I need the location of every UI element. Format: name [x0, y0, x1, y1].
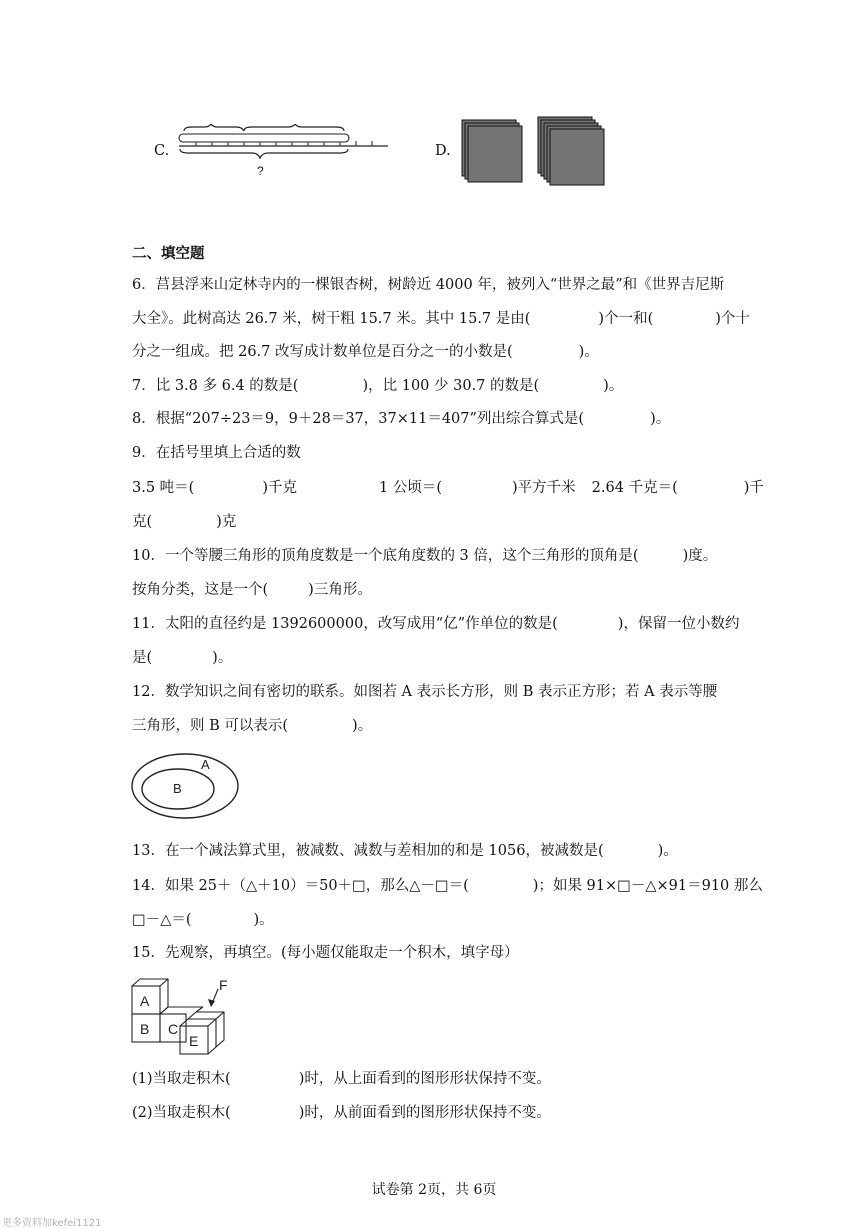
block-label-f: F	[219, 977, 228, 993]
venn-diagram	[128, 750, 244, 822]
block-label-c: C	[168, 1021, 179, 1037]
q6-line1: 6．莒县浮来山定林寺内的一棵银杏树，树龄近 4000 年，被列入“世界之最”和《世界吉尼斯	[132, 277, 725, 293]
section-title: 二、填空题	[132, 246, 205, 262]
q10-line1: 10．一个等腰三角形的顶角度数是一个底角度数的 3 倍，这个三角形的顶角是( )度。	[132, 548, 718, 564]
q6-line2: 大全》。此树高达 26.7 米，树干粗 15.7 米。其中 15.7 是由( )个一和( )个十	[132, 311, 750, 327]
q9-line1: 3.5 吨＝( )千克 1 公顷＝( )平方千米 2.64 千克＝( )千	[132, 480, 764, 496]
q14-line2: □－△＝( )。	[132, 912, 274, 928]
q8: 8．根据“207÷23＝9，9＋28＝37，37×11＝407”列出综合算式是( )。	[132, 411, 671, 427]
watermark: 更多资料加kefei1121	[2, 1218, 102, 1229]
q11-line2: 是( )。	[132, 650, 233, 666]
option-c-label: C.	[154, 143, 170, 159]
option-c-question-mark: ?	[257, 164, 264, 178]
q9-title: 9．在括号里填上合适的数	[132, 445, 301, 461]
q12-line2: 三角形，则 B 可以表示( )。	[132, 718, 373, 734]
q13: 13．在一个减法算式里，被减数、减数与差相加的和是 1056，被减数是( )。	[132, 843, 678, 859]
block-label-a: A	[140, 993, 150, 1009]
block-label-e: E	[189, 1033, 199, 1049]
q15-title: 15．先观察，再填空。(每小题仅能取走一个积木，填字母）	[132, 945, 519, 961]
q6-line3: 分之一组成。把 26.7 改写成计数单位是百分之一的小数是( )。	[132, 344, 599, 360]
q15-sub2: (2)当取走积木( )时，从前面看到的图形形状保持不变。	[132, 1105, 551, 1121]
q11-line1: 11．太阳的直径约是 1392600000，改写成用“亿”作单位的数是( )，保留一位小数约	[132, 616, 740, 632]
q10-line2: 按角分类，这是一个( )三角形。	[132, 582, 372, 598]
option-d-label: D.	[435, 143, 451, 159]
venn-label-b: B	[173, 781, 182, 796]
q15-sub1: (1)当取走积木( )时，从上面看到的图形形状保持不变。	[132, 1071, 551, 1087]
venn-label-a: A	[201, 757, 210, 772]
block-label-b: B	[140, 1021, 150, 1037]
segment-diagram	[176, 124, 396, 180]
page-footer: 试卷第 2页，共 6页	[371, 1182, 497, 1198]
q14-line1: 14．如果 25＋（△＋10）＝50＋□，那么△－□＝( )；如果 91×□－△×91＝910 那么	[132, 878, 763, 894]
q9-line2: 克( )克	[132, 514, 237, 530]
blocks-diagram	[128, 976, 248, 1060]
q12-line1: 12．数学知识之间有密切的联系。如图若 A 表示长方形，则 B 表示正方形；若 A 表示等腰	[132, 684, 718, 700]
stacked-squares-diagram	[458, 114, 618, 190]
q7: 7．比 3.8 多 6.4 的数是( )，比 100 少 30.7 的数是( )。	[132, 378, 624, 394]
